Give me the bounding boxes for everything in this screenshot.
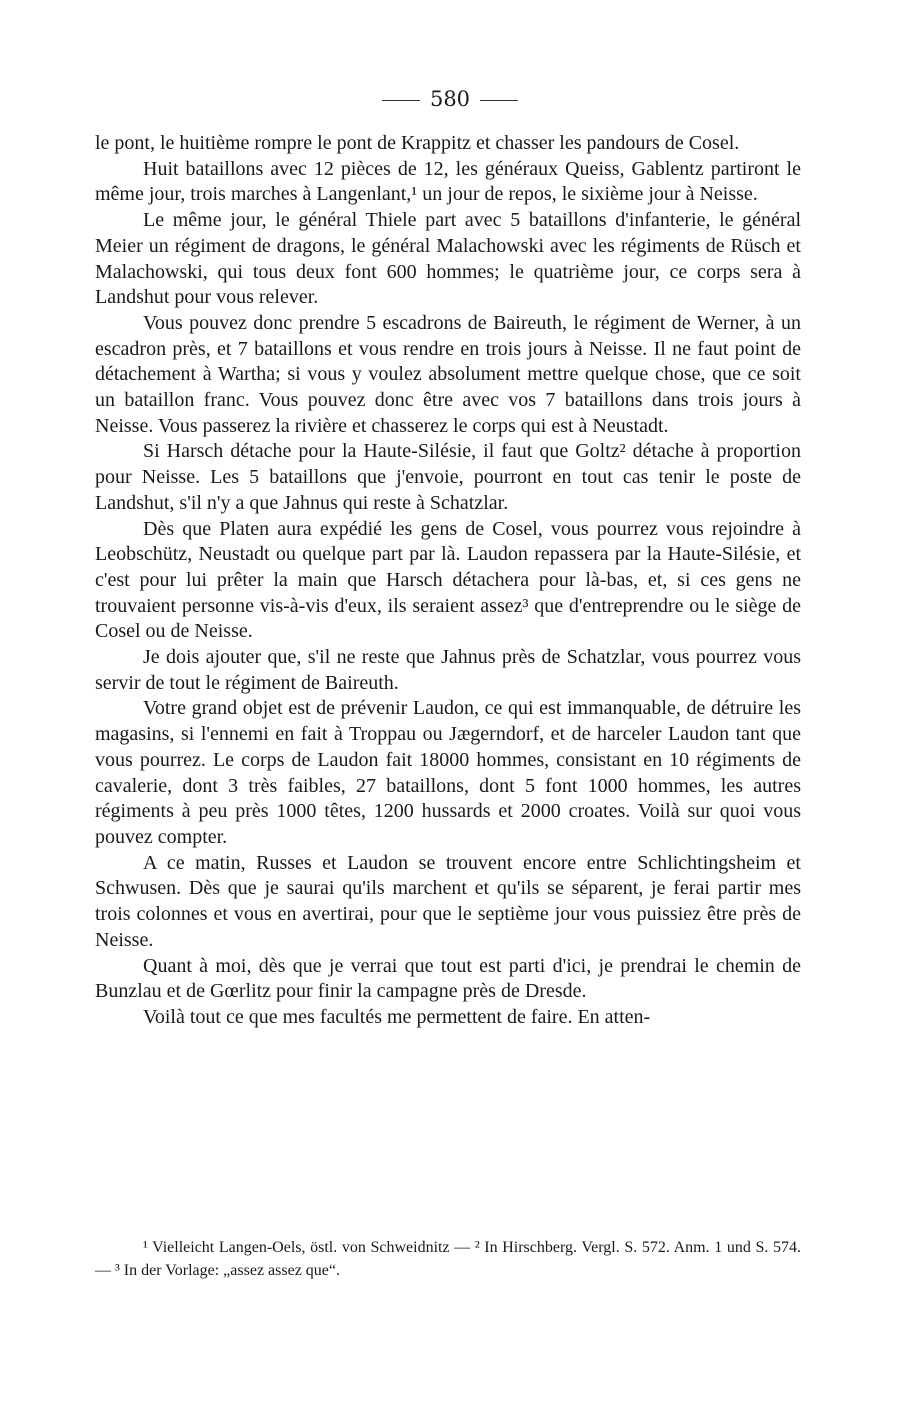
paragraph: Vous pouvez donc prendre 5 escadrons de Baireuth, le régiment de Werner, à un escadron près, et 7 bataillons et vous rendre en trois jours à Neisse. Il ne faut point de détachement à Wartha; si vous y voulez absolument mettre quelque chose, que ce soit un bataillon franc. Vous pouvez donc être avec vos 7 bataillons dans trois jours à Neisse. Vous passerez la rivière et chasserez le corps qui est à Neustadt. [95, 311, 801, 437]
paragraph: Je dois ajouter que, s'il ne reste que Jahnus près de Schatzlar, vous pourrez vous servir de tout le régiment de Baireuth. [95, 646, 801, 694]
footnotes [95, 1236, 801, 1282]
paragraph: A ce matin, Russes et Laudon se trouvent encore entre Schlichtingsheim et Schwusen. Dès que je saurai qu'ils marchent et qu'ils se séparent, je ferai partir mes trois colonnes et vous en avertirai, pour que le septième jour vous puissiez être près de Neisse. [95, 851, 801, 951]
paragraph: Votre grand objet est de prévenir Laudon, ce qui est immanquable, de détruire les magasins, si l'ennemi en fait à Troppau ou Jægerndorf, et de harceler Laudon tant que vous pourrez. Le corps de Laudon fait 18000 hommes, consistant en 10 régiments de cavalerie, dont 3 très faibles, 27 bataillons, dont 5 font 1000 hommes, les autres régiments à peu près 1000 têtes, 1200 hussards et 2000 croates. Voilà sur quoi vous pouvez compter. [95, 697, 801, 848]
header-rule-right [480, 100, 518, 101]
paragraph: Voilà tout ce que mes facultés me permettent de faire. En atten- [143, 1005, 651, 1028]
paragraph: Si Harsch détache pour la Haute-Silésie, il faut que Goltz² détache à proportion pour Neisse. Les 5 bataillons que j'envoie, pourront en tout cas tenir le poste de Landshut, s'il n'y a que Jahnus qui reste à Schatzlar. [95, 440, 801, 514]
page-number: 580 [429, 87, 471, 111]
page-header [0, 84, 900, 114]
paragraph: Le même jour, le général Thiele part avec 5 bataillons d'infanterie, le général Meier un régiment de dragons, le général Malachowski avec les régiments de Rüsch et Malachowski, qui tous deux font 600 hommes; le quatrième jour, ce corps sera à Landshut pour vous relever. [95, 209, 801, 309]
header-rule-left [382, 100, 420, 101]
paragraph: Dès que Platen aura expédié les gens de Cosel, vous pourrez vous rejoindre à Leobschütz, Neustadt ou quelque part par là. Laudon repassera par la Haute-Silésie, et c'est pour lui prêter la main que Harsch détachera pour là-bas, et, si ces gens ne trouvaient personne vis-à-vis d'eux, ils seraient assez³ que d'entreprendre ou le siège de Cosel ou de Neisse. [95, 517, 801, 643]
paragraph: Huit bataillons avec 12 pièces de 12, les généraux Queiss, Gablentz partiront le même jour, trois marches à Langenlant,¹ un jour de repos, le sixième jour à Neisse. [95, 157, 801, 206]
paragraph: Quant à moi, dès que je verrai que tout est parti d'ici, je prendrai le chemin de Bunzlau et de Gœrlitz pour finir la campagne près de Dresde. [95, 954, 801, 1003]
paragraph: le pont, le huitième rompre le pont de Krappitz et chasser les pandours de Cosel. [95, 132, 740, 154]
footnote-text: ¹ Vielleicht Langen-Oels, östl. von Schweidnitz — ² In Hirschberg. Vergl. S. 572. Anm. 1 und S. 574. — ³ In der Vorlage: „assez assez que“. [95, 1239, 801, 1279]
letter-body [95, 131, 801, 1031]
